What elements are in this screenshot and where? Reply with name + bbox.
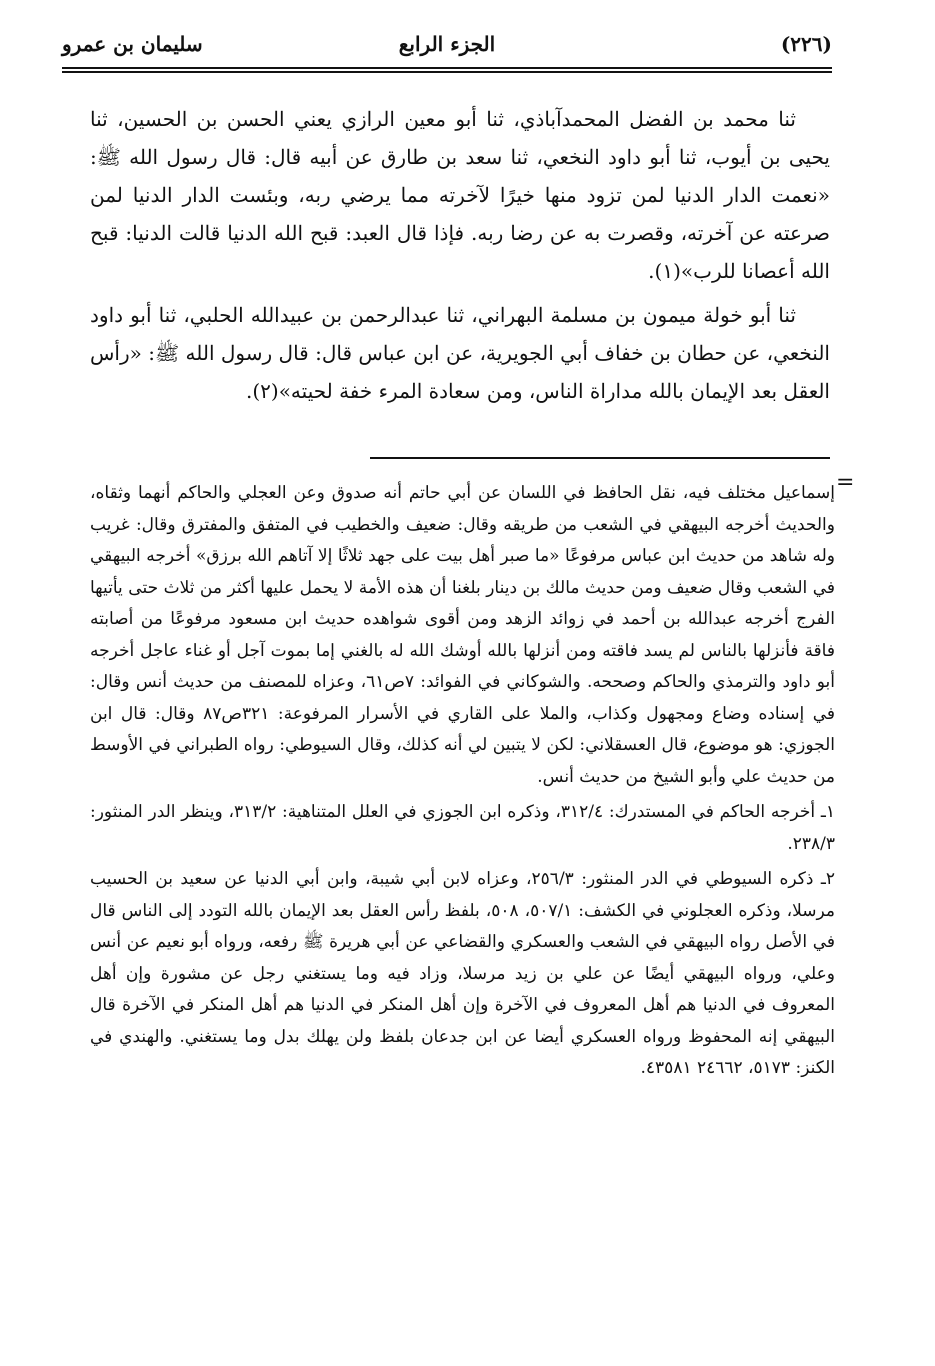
continuation-mark: =: [836, 470, 855, 495]
page-number: (٢٢٦): [780, 32, 832, 56]
footnote-2: ٢ـ ذكره السيوطي في الدر المنثور: ٢٥٦/٣، وعزاه لابن أبي شيبة، وابن أبي الدنيا عن سعيد بن الحسيب مرسلا، وذكره العجلوني في الكشف: ٥٠٧/١، ٥٠٨، بلفظ رأس العقل بعد الإيمان بالله التودد إلى الناس قال في الأصل رواه البيهقي في الشعب والعسكري والقضاعي عن أبي هريرة ﷺ رفعه، ورواه أبو نعيم عن أنس وعلي، ورواه البيهقي أيضًا عن علي بن زيد مرسلا، وزاد فيه وما يستغني رجل عن مشورة وإن أهل المعروف في الدنيا هم أهل المعروف في الآخرة وإن أهل المنكر في الدنيا هم أهل المنكر في الآخرة قال البيهقي إنه المحفوظ ورواه العسكري أيضا عن ابن جدعان بلفظ ولن يهلك بدل وما يستغني. والهندي في الكنز: ٥١٧٣، ٢٤٦٦٢ ٤٣٥٨١.: [90, 869, 836, 1078]
section-person-name: سليمان بن عمرو: [62, 32, 203, 56]
footnote-1: ١ـ أخرجه الحاكم في المستدرك: ٣١٢/٤، وذكره ابن الجوزي في العلل المتناهية: ٣١٣/٢، وينظر الدر المنثور: ٢٣٨/٣.: [90, 802, 835, 854]
page-header: [62, 30, 832, 66]
footnotes: [90, 478, 835, 1089]
footnote-separator: [370, 457, 830, 459]
footnote-continuation: إسماعيل مختلف فيه، نقل الحافظ في اللسان عن أبي حاتم أنه صدوق وعن العجلي والحاكم أنهما وثقاه، والحديث أخرجه البيهقي في الشعب من طريقه وقال: ضعيف والخطيب في المتفق والمفترق وقال: غريب وله شاهد من حديث ابن عباس مرفوعًا «ما صبر أهل بيت على جهد ثلاثًا إلا آتاهم الله برزق» أخرجه البيهقي في الشعب وقال ضعيف ومن حديث مالك بن دينار بلغنا أن هذه الأمة لا يحمل عليها أكثر من ثلاث حتى يأتيها الفرج أخرجه عبدالله بن أحمد في زوائد الزهد ومن أقوى شواهده حديث ابن مسعود مرفوعًا من أصابته فاقة فأنزلها بالناس لم يسد فاقته ومن أنزلها بالله أوشك الله له بالغني إما بموت آجل أو غناء عاجل أخرجه أبو داود والترمذي والحاكم وصححه. والشوكاني في الفوائد: ٧ص٦١، وعزاه للمصنف من حديث أنس وقال: في إسناده وضاع ومجهول وكذاب، والملا على القاري في الأسرار المرفوعة: ٣٢١ص٨٧ وقال: قال ابن الجوزي: هو موضوع، قال العسقلاني: لكن لا يتبين لي أنه كذلك، وقال السيوطي: رواه الطبراني في الأوسط من حديث علي وأبو الشيخ من حديث أنس.: [90, 483, 835, 787]
hadith-paragraph: ثنا محمد بن الفضل المحمدآباذي، ثنا أبو معين الرازي يعني الحسن بن الحسين، ثنا يحيى بن أيوب، ثنا أبو داود النخعي، ثنا سعد بن طارق عن أبيه قال: قال رسول الله ﷺ: «نعمت الدار الدنيا لمن تزود منها خيرًا لآخرته مما يرضي ربه، وبئست الدار الدنيا لمن صرعته عن آخرته، وقصرت به عن رضا ربه. فإذا قال العبد: قبح الله الدنيا قالت الدنيا: قبح الله أعصانا للرب»(١).: [90, 107, 830, 283]
hadith-paragraph: ثنا أبو خولة ميمون بن مسلمة البهراني، ثنا عبدالرحمن بن عبيدالله الحلبي، ثنا أبو داود النخعي، عن حطان بن خفاف أبي الجويرية، عن ابن عباس قال: قال رسول الله ﷺ: «رأس العقل بعد الإيمان بالله مداراة الناس، ومن سعادة المرء خفة لحيته»(٢).: [90, 303, 830, 403]
part-title: الجزء الرابع: [398, 32, 496, 56]
header-divider-second: [62, 71, 832, 73]
header-divider: [62, 67, 832, 69]
main-text: [90, 100, 830, 416]
